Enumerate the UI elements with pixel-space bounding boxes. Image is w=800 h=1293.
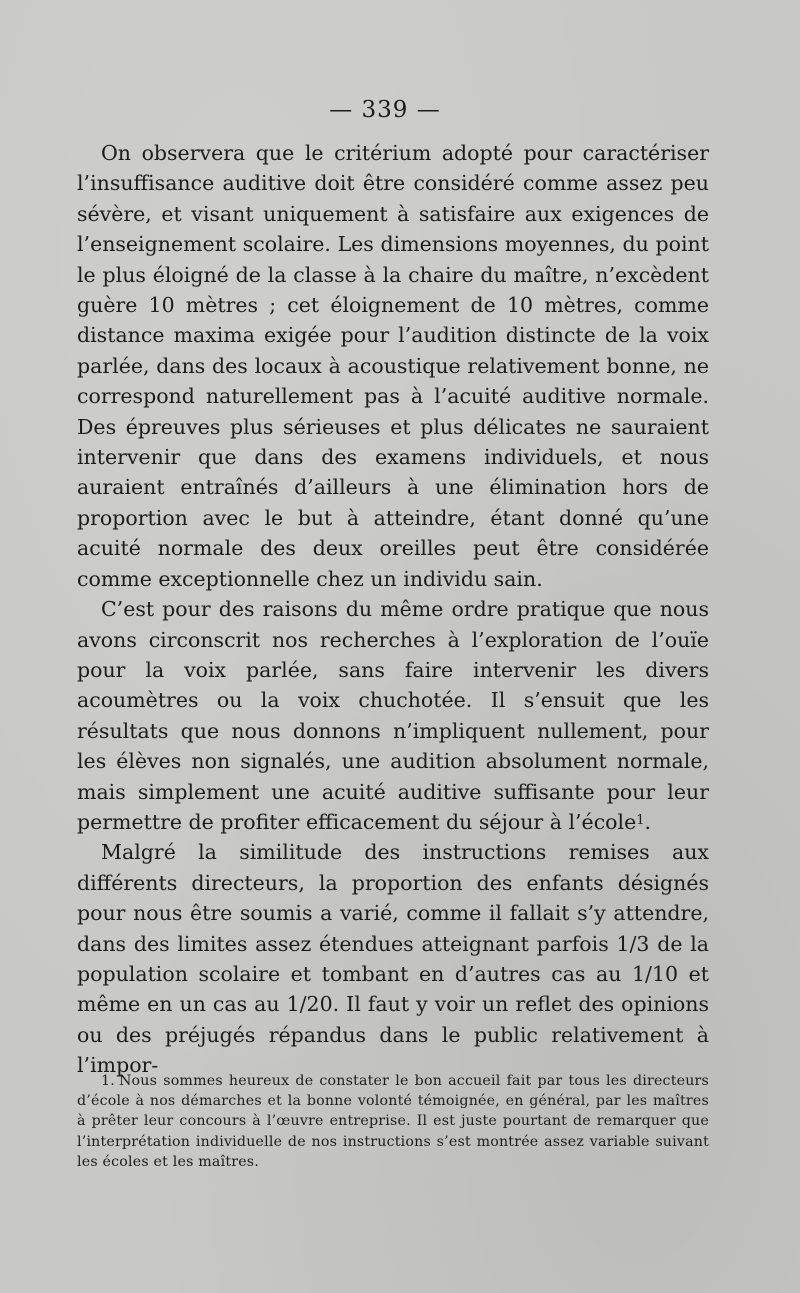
paragraph-2-text: C’est pour des raisons du même ordre pratique que nous avons circonscrit nos recherches à l’exploration de l’ouïe pour la voix parlée, sans faire intervenir les divers acoumètres ou la voix chuchotée. Il s’ensuit que les résultats que nous donnons n’impliquent nullement, pour les élèves non signalés, une audition absolument normale, mais simplement une acuité auditive suffisante pour leur permettre de profiter efficacement du séjour à l’école [77,597,709,834]
footnotes [77,1071,709,1172]
paragraph-1: On observera que le critérium adopté pour caractériser l’insuffisance auditive doit être considéré comme assez peu sévère, et visant uniquement à satisfaire aux exigences de l’enseignement scolaire. Les dimensions moyennes, du point le plus éloigné de la classe à la chaire du maître, n’excèdent guère 10 mètres ; cet éloignement de 10 mètres, comme distance maxima exigée pour l’audition distincte de la voix parlée, dans des locaux à acoustique relativement bonne, ne correspond naturellement pas à l’acuité auditive normale. Des épreuves plus sérieuses et plus délicates ne sauraient intervenir que dans des examens individuels, et nous auraient entraînés d’ailleurs à une élimination hors de proportion avec le but à atteindre, étant donné qu’une acuité normale des deux oreilles peut être considérée comme exceptionnelle chez un individu sain. [77,141,709,591]
body-text [77,138,709,1081]
footnote-reference: 1 [636,812,645,828]
paragraph-2 [77,594,709,837]
footnote-1 [77,1071,709,1172]
page-number: — 339 — [329,97,441,123]
footnote-number: 1. [101,1073,115,1089]
paragraph-2-end: . [644,809,652,834]
footnote-text: Nous sommes heureux de constater le bon accueil fait par tous les directeurs d’école à nos démarches et la bonne volonté témoignée, en général, par les maîtres à prêter leur concours à l’œuvre entreprise. Il est juste pourtant de remarquer que l’interprétation individuelle de nos instructions s’est montrée assez variable suivant les écoles et les maîtres. [77,1073,709,1170]
paragraph-3: Malgré la similitude des instructions remises aux différents directeurs, la proportion des enfants désignés pour nous être soumis a varié, comme il fallait s’y attendre, dans des limites assez étendues atteignant parfois 1/3 de la population scolaire et tombant en d’autres cas au 1/10 et même en un cas au 1/20. Il faut y voir un reflet des opinions ou des préjugés répandus dans le public relativement à l’impor- [77,840,709,1078]
